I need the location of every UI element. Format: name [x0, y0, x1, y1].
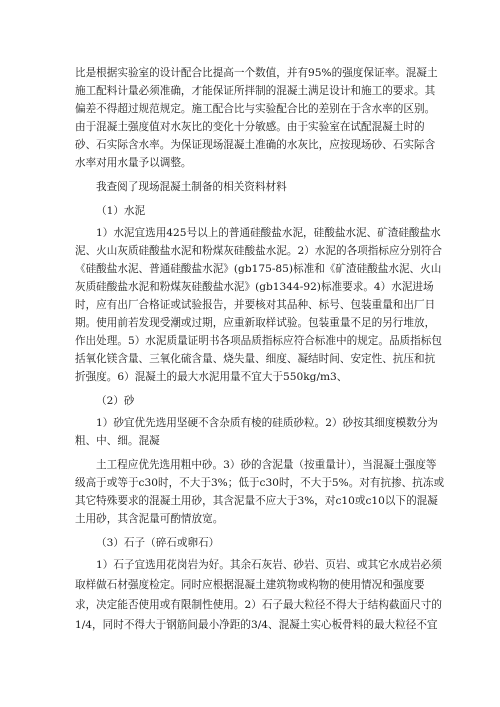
text-line: 土用砂，其含泥量可酌情放宽。	[75, 513, 224, 525]
text-line: 级高于或等于c30时，不大于3%；低于c30时，不大于5%。对有抗掺、抗冻或	[75, 477, 445, 489]
text-line: 求，决定能否使用或有限制性使用。2）石子最大粒径不得大于结构截面尺寸的	[75, 599, 442, 611]
text-line: 期。使用前若发现受潮或过期，应重新取样试验。包装重量不足的另行堆放，	[75, 317, 436, 329]
text-line: 时，应有出厂合格证或试验报告，并要核对其品种、标号、包装重量和出厂日	[75, 299, 436, 311]
text-line: 水率对用水量予以调整。	[75, 157, 192, 169]
text-line: 1）砂宜优先选用坚硬不含杂质有棱的硅质砂粒。2）砂按其细度模数分为	[96, 417, 438, 429]
text-line: 1）水泥宜选用425号以上的普通硅酸盐水泥，硅酸盐水泥、矿渣硅酸盐水	[96, 227, 441, 239]
section-heading: （1）水泥	[96, 205, 146, 217]
section-heading: （2）砂	[96, 395, 135, 407]
text-line: 其它特殊要求的混凝土用砂，其含泥量不应大于3%，对c10或c10以下的混凝	[75, 495, 438, 507]
text-line: 取样做石材强度检定。同时应根据混凝土建筑物或构物的使用情况和强度要	[75, 579, 425, 591]
text-line: 砂、石实际含水率。为保证现场混凝土准确的水灰比，应按现场砂、石实际含	[75, 139, 436, 151]
text-line: 1/4，同时不得大于钢筋间最小净距的3/4、混凝土实心板骨料的最大粒径不宜	[75, 619, 438, 631]
section-intro: 我查阅了现场混凝土制备的相关资料材料	[96, 181, 287, 193]
text-line: 泥、火山灰质硅酸盐水泥和粉煤灰硅酸盐水泥。2）水泥的各项指标应分别符合	[75, 245, 442, 257]
text-line: 施工配料计量必须准确，才能保证所拌制的混凝土满足设计和施工的要求。其	[75, 85, 436, 97]
text-line: 折强度。6）混凝土的最大水泥用量不宜大于550kg/m3、	[75, 371, 348, 383]
text-line: 1）石子宜选用花岗岩为好。其余石灰岩、砂岩、页岩、或其它水成岩必须	[96, 559, 442, 571]
text-line: 作出处理。5）水泥质量证明书各项品质指标应符合标准中的规定。品质指标包	[75, 335, 442, 347]
text-line: 比是根据实验室的设计配合比提高一个数值，并有95%的强度保证率。混凝土	[75, 67, 438, 79]
text-line: 《硅酸盐水泥、普通硅酸盐水泥》(gb175-85)标准和《矿渣硅酸盐水泥、火山	[75, 263, 442, 275]
text-line: 偏差不得超过规范规定。施工配合比与实验配合比的差别在于含水率的区别。	[75, 103, 436, 115]
text-line: 由于混凝土强度值对水灰比的变化十分敏感。由于实验室在试配混凝土时的	[75, 121, 425, 133]
section-heading: （3）石子（碎石或卵石）	[96, 537, 220, 549]
text-line: 粗、中、细。混凝	[75, 435, 160, 447]
text-line: 括氧化镁含量、三氧化硫含量、烧失量、细度、凝结时间、安定性、抗压和抗	[75, 353, 436, 365]
text-line: 土工程应优先选用粗中砂。3）砂的含泥量（按重量计），当混凝土强度等	[96, 459, 437, 471]
text-line: 灰质硅酸盐水泥和粉煤灰硅酸盐水泥》(gb1344-92)标准要求。4）水泥进场	[75, 281, 434, 293]
